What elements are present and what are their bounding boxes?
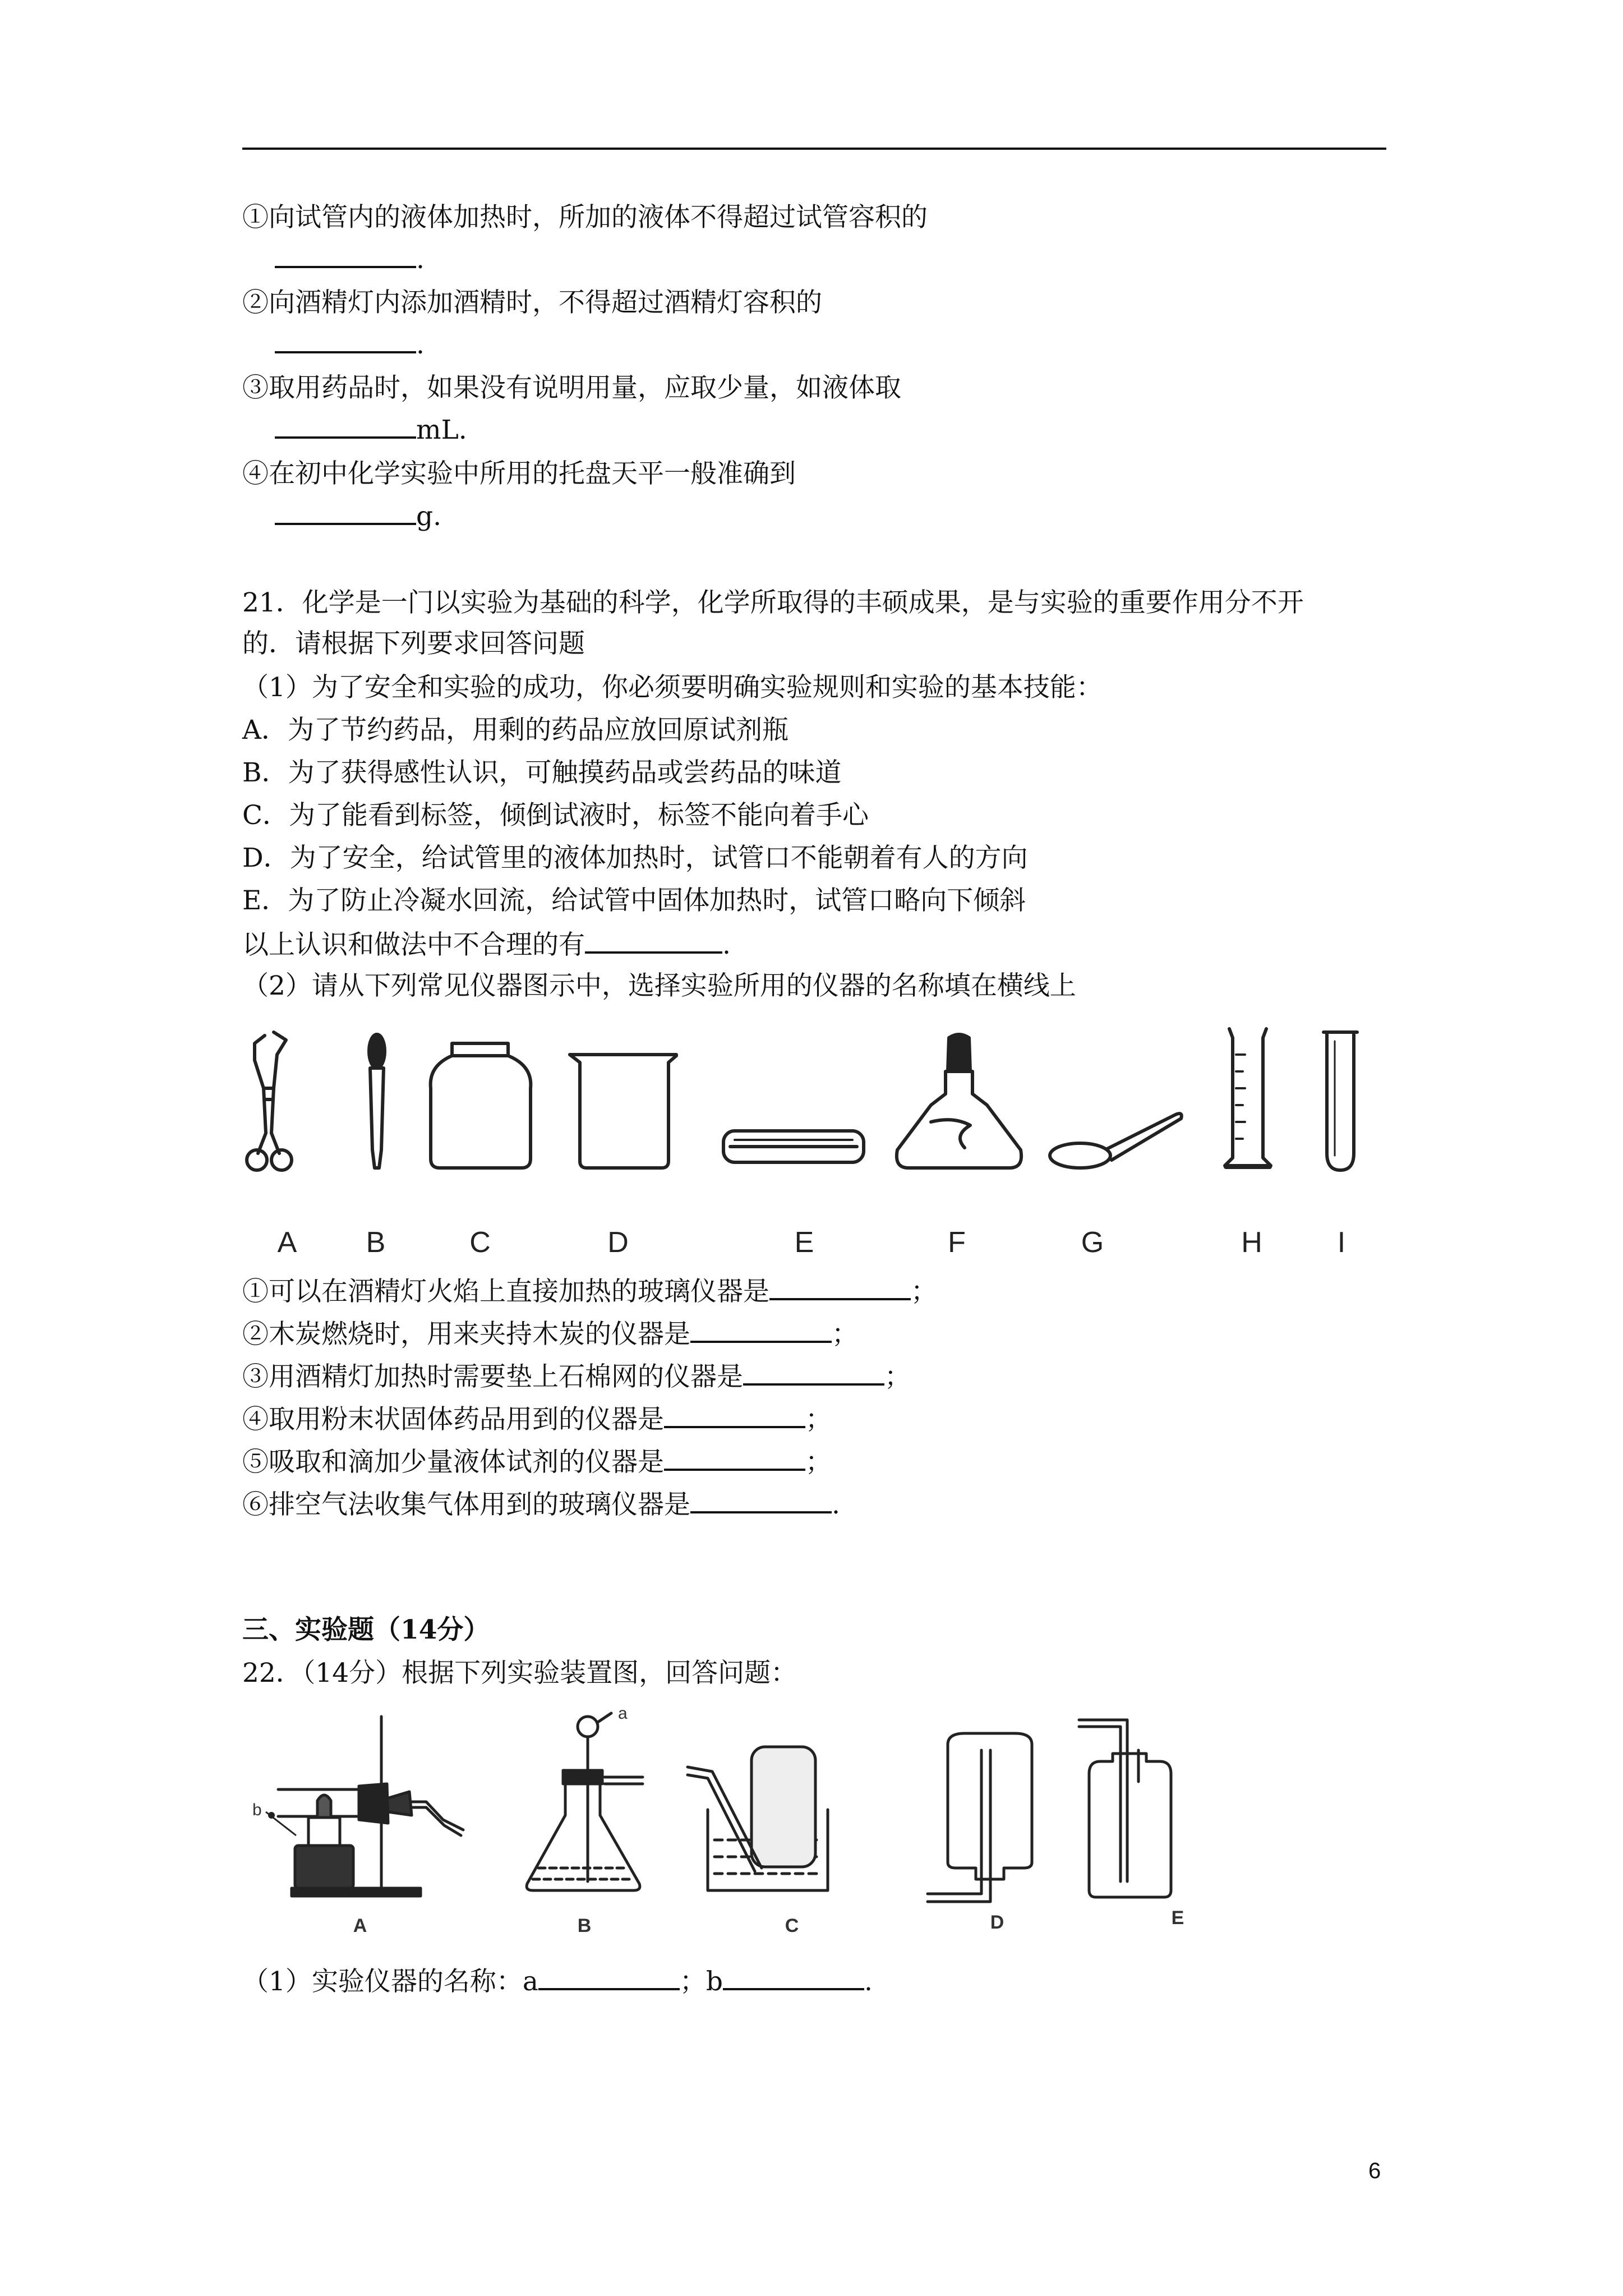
- inverted-bottle-icon: [928, 1733, 1032, 1902]
- instrument-label: G: [1081, 1226, 1104, 1259]
- answer-blank[interactable]: [690, 1487, 832, 1513]
- instrument-label: D: [607, 1226, 629, 1259]
- question-text: ；b: [679, 1966, 723, 1997]
- instrument-label: E: [794, 1226, 814, 1259]
- q21-sub-question-5: [242, 1444, 832, 1479]
- prev-item-2-answer: [275, 326, 425, 362]
- header-rule: [242, 148, 1386, 150]
- answer-blank[interactable]: [664, 1444, 805, 1471]
- punctuation: .: [722, 930, 731, 960]
- prev-item-1-answer: [275, 241, 425, 277]
- water-trough-icon: [688, 1747, 828, 1890]
- wide-mouth-bottle-icon: [431, 1043, 531, 1168]
- instrument-label: A: [277, 1226, 297, 1259]
- question-text: ⑥排空气法收集气体用到的玻璃仪器是: [242, 1489, 690, 1520]
- apparatus-labels: [353, 1907, 1184, 1936]
- apparatus-label: A: [353, 1915, 367, 1936]
- question-text: ③用酒精灯加热时需要垫上石棉网的仪器是: [242, 1361, 743, 1392]
- punctuation: .: [864, 1966, 873, 1997]
- q21-option-e: E．为了防止冷凝水回流，给试管中固体加热时，试管口略向下倾斜: [242, 885, 1026, 916]
- dropper-icon: [369, 1034, 385, 1168]
- prev-item-4: ④在初中化学实验中所用的托盘天平一般准确到: [242, 458, 796, 489]
- test-tube-icon: [1324, 1032, 1357, 1170]
- question-text: （1）实验仪器的名称：a: [242, 1966, 538, 1997]
- prev-item-3: ③取用药品时，如果没有说明用量，应取少量，如液体取: [242, 372, 901, 403]
- answer-blank[interactable]: [275, 498, 416, 525]
- question-text: ④取用粉末状固体药品用到的仪器是: [242, 1404, 664, 1435]
- instrument-labels: [278, 1226, 1346, 1259]
- punctuation: ；: [911, 1276, 937, 1307]
- q22-part1: [242, 1963, 873, 1999]
- q21-option-c: C．为了能看到标签，倾倒试液时，标签不能向着手心: [242, 800, 869, 831]
- apparatus-label: D: [990, 1912, 1004, 1933]
- spoon-icon: [1050, 1114, 1182, 1168]
- q21-stem-line2: 的．请根据下列要求回答问题: [242, 628, 585, 659]
- crucible-tongs-icon: [247, 1032, 292, 1170]
- pointer-label-b: b: [252, 1801, 262, 1819]
- gas-collecting-bottle-icon: [1079, 1720, 1171, 1897]
- punctuation: .: [832, 1489, 840, 1520]
- instrument-label: I: [1337, 1226, 1346, 1259]
- apparatus-figure: [241, 1705, 1251, 1947]
- instrument-label: H: [1241, 1226, 1262, 1259]
- punctuation: ；: [832, 1319, 858, 1350]
- punctuation: .: [416, 244, 425, 275]
- section-heading: 三、实验题（14分）: [242, 1614, 490, 1645]
- q21-sub-question-1: [242, 1273, 937, 1309]
- q21-option-a: A．为了节约药品，用剩的药品应放回原试剂瓶: [242, 715, 789, 746]
- prev-item-4-answer: [275, 498, 441, 533]
- punctuation: ；: [884, 1361, 911, 1392]
- answer-blank-a[interactable]: [538, 1963, 680, 1990]
- answer-blank[interactable]: [275, 326, 416, 353]
- q21-part1-question: [242, 927, 731, 962]
- answer-blank[interactable]: [743, 1359, 884, 1386]
- pointer-label-a: a: [618, 1705, 628, 1723]
- question-text: ⑤吸取和滴加少量液体试剂的仪器是: [242, 1447, 664, 1478]
- answer-blank-b[interactable]: [723, 1963, 864, 1990]
- q21-option-d: D．为了安全，给试管里的液体加热时，试管口不能朝着有人的方向: [242, 843, 1028, 873]
- q21-part1-intro: （1）为了安全和实验的成功，你必须要明确实验规则和实验的基本技能：: [242, 672, 1103, 703]
- answer-blank[interactable]: [275, 241, 416, 268]
- punctuation: .: [416, 329, 425, 360]
- answer-blank[interactable]: [769, 1273, 911, 1300]
- apparatus-label: B: [577, 1915, 592, 1936]
- q21-part2-intro: （2）请从下列常见仪器图示中，选择实验所用的仪器的名称填在横线上: [242, 970, 1076, 1001]
- instrument-label: C: [469, 1226, 491, 1259]
- page-number: 6: [1368, 2159, 1381, 2183]
- answer-blank[interactable]: [690, 1316, 832, 1343]
- question-text: ②木炭燃烧时，用来夹持木炭的仪器是: [242, 1319, 690, 1350]
- q21-sub-question-4: [242, 1401, 832, 1437]
- prev-item-3-answer: [275, 412, 467, 447]
- unit-label: mL.: [416, 415, 467, 445]
- answer-blank[interactable]: [275, 412, 416, 439]
- question-text: 以上认识和做法中不合理的有: [242, 930, 585, 960]
- q21-option-b: B．为了获得感性认识，可触摸药品或尝药品的味道: [242, 757, 842, 788]
- graduated-cylinder-icon: [1225, 1029, 1271, 1167]
- conical-flask-icon: [527, 1713, 643, 1890]
- apparatus-label: C: [785, 1915, 799, 1936]
- q21-sub-question-2: [242, 1316, 858, 1351]
- prev-item-1: ①向试管内的液体加热时，所加的液体不得超过试管容积的: [242, 202, 928, 233]
- apparatus-label: E: [1171, 1907, 1184, 1929]
- instrument-label: F: [948, 1226, 966, 1259]
- question-text: ①可以在酒精灯火焰上直接加热的玻璃仪器是: [242, 1276, 769, 1307]
- unit-label: g.: [416, 501, 442, 532]
- prev-item-2: ②向酒精灯内添加酒精时，不得超过酒精灯容积的: [242, 287, 822, 318]
- punctuation: ；: [805, 1404, 832, 1435]
- q22-stem: 22．（14分）根据下列实验装置图，回答问题：: [242, 1658, 797, 1688]
- answer-blank[interactable]: [664, 1401, 805, 1428]
- heating-apparatus-icon: [268, 1717, 463, 1896]
- instruments-figure: [241, 1021, 1396, 1268]
- instrument-label: B: [366, 1226, 386, 1259]
- q21-sub-question-3: [242, 1359, 911, 1394]
- q21-sub-question-6: [242, 1487, 840, 1522]
- answer-blank[interactable]: [585, 927, 722, 954]
- q21-stem-line1: 21．化学是一门以实验为基础的科学，化学所取得的丰硕成果，是与实验的重要作用分不开: [242, 587, 1304, 618]
- alcohol-lamp-icon: [897, 1034, 1021, 1168]
- punctuation: ；: [805, 1447, 832, 1478]
- petri-dish-icon: [723, 1131, 864, 1162]
- beaker-icon: [570, 1055, 676, 1168]
